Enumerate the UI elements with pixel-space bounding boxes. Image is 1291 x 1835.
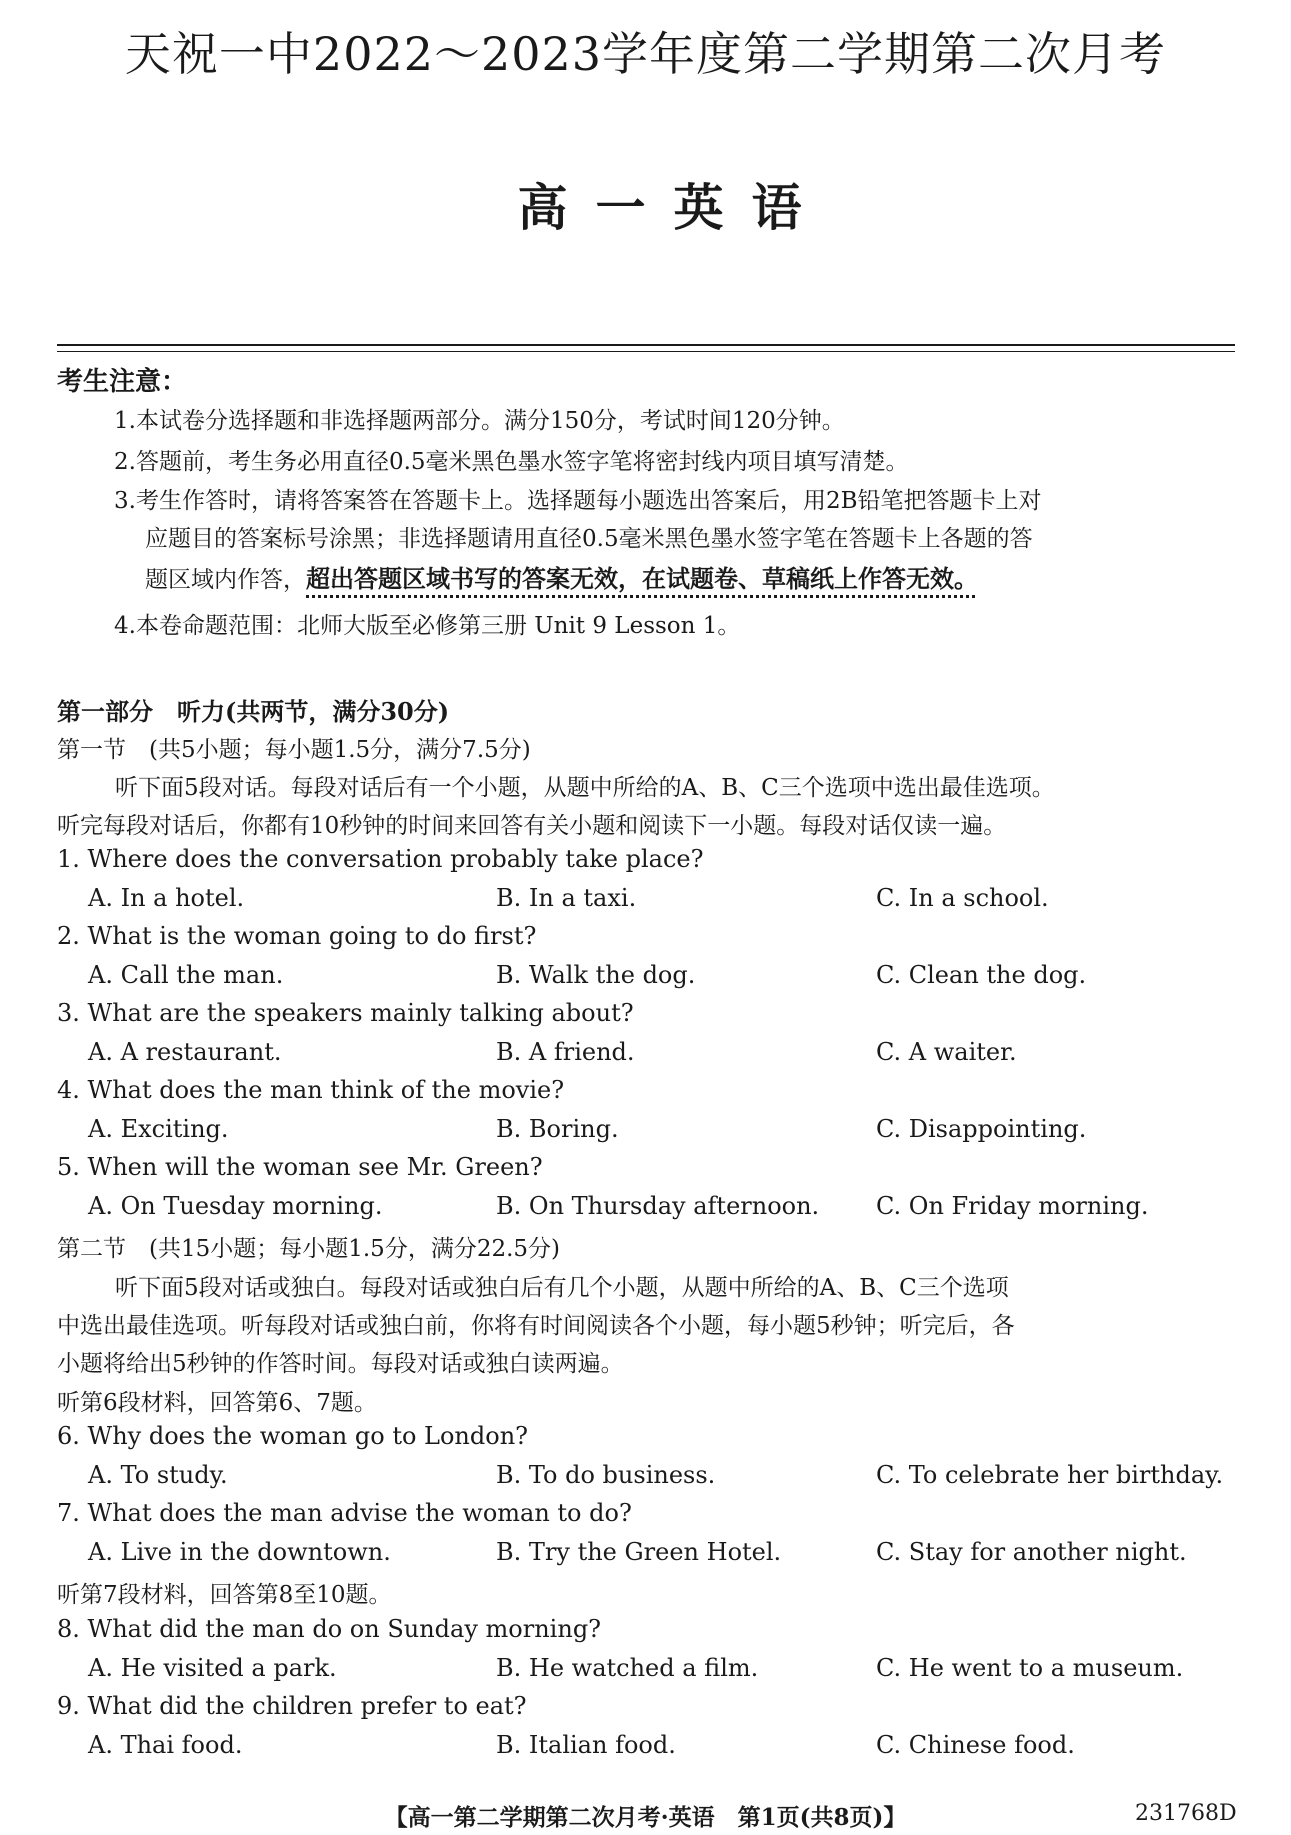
- question-1-option-b: B. In a taxi.: [496, 884, 637, 912]
- subject-title: 高一英语: [517, 178, 830, 237]
- page-footer: 【高一第二学期第二次月考·英语 第1页(共8页)】: [384, 1804, 907, 1831]
- paper-code: 231768D: [1135, 1801, 1237, 1826]
- section1-instruction-2: 听完每段对话后，你都有10秒钟的时间来回答有关小题和阅读下一小题。每段对话仅读一遍。: [57, 813, 1007, 839]
- notice-emphasis: 超出答题区域书写的答案无效，在试题卷、草稿纸上作答无效。: [306, 565, 978, 593]
- question-2-option-c: C. Clean the dog.: [876, 961, 1087, 989]
- question-3-option-a: A. A restaurant.: [88, 1038, 282, 1066]
- notice-item-3-tail: 题区域内作答，: [145, 567, 306, 593]
- section2-title: 第二节 (共15小题；每小题1.5分，满分22.5分): [57, 1236, 561, 1262]
- question-4-option-b: B. Boring.: [496, 1115, 619, 1143]
- question-6-option-a: A. To study.: [88, 1461, 228, 1489]
- question-2-option-a: A. Call the man.: [88, 961, 284, 989]
- question-3: 3. What are the speakers mainly talking about?: [57, 999, 634, 1027]
- question-5-option-b: B. On Thursday afternoon.: [496, 1192, 820, 1220]
- material-7-heading: 听第7段材料，回答第8至10题。: [57, 1582, 392, 1608]
- material-6-heading: 听第6段材料，回答第6、7题。: [57, 1390, 377, 1416]
- question-4-option-c: C. Disappointing.: [876, 1115, 1087, 1143]
- section1-instruction-1: 听下面5段对话。每段对话后有一个小题，从题中所给的A、B、C三个选项中选出最佳选项。: [115, 775, 1055, 801]
- section2-instruction-2: 中选出最佳选项。听每段对话或独白前，你将有时间阅读各个小题，每小题5秒钟；听完后，各: [57, 1313, 1015, 1339]
- question-7: 7. What does the man advise the woman to do?: [57, 1499, 632, 1527]
- question-4-option-a: A. Exciting.: [88, 1115, 229, 1143]
- notice-item-3: 3.考生作答时，请将答案答在答题卡上。选择题每小题选出答案后，用2B铅笔把答题卡上对: [114, 488, 1042, 514]
- notice-item-1: 1.本试卷分选择题和非选择题两部分。满分150分，考试时间120分钟。: [114, 408, 845, 434]
- question-5-option-c: C. On Friday morning.: [876, 1192, 1149, 1220]
- question-1: 1. Where does the conversation probably take place?: [57, 845, 704, 873]
- notice-title: 考生注意：: [57, 367, 188, 397]
- header-rule-thick: [57, 344, 1235, 346]
- question-8-option-c: C. He went to a museum.: [876, 1654, 1184, 1682]
- question-8: 8. What did the man do on Sunday morning?: [57, 1615, 602, 1643]
- question-3-option-c: C. A waiter.: [876, 1038, 1017, 1066]
- section2-instruction-3: 小题将给出5秒钟的作答时间。每段对话或独白读两遍。: [57, 1351, 624, 1377]
- question-9-option-c: C. Chinese food.: [876, 1731, 1075, 1759]
- exam-title: 天祝一中2022～2023学年度第二学期第二次月考: [124, 27, 1167, 81]
- question-7-option-a: A. Live in the downtown.: [88, 1538, 391, 1566]
- question-3-option-b: B. A friend.: [496, 1038, 635, 1066]
- header-rule-thin: [57, 351, 1235, 352]
- question-2: 2. What is the woman going to do first?: [57, 922, 537, 950]
- question-9-option-b: B. Italian food.: [496, 1731, 676, 1759]
- question-9: 9. What did the children prefer to eat?: [57, 1692, 527, 1720]
- notice-item-4: 4.本卷命题范围：北师大版至必修第三册 Unit 9 Lesson 1。: [114, 613, 741, 639]
- notice-item-3-end: [145, 559, 978, 594]
- question-5-option-a: A. On Tuesday morning.: [88, 1192, 383, 1220]
- notice-item-2: 2.答题前，考生务必用直径0.5毫米黑色墨水签字笔将密封线内项目填写清楚。: [114, 449, 909, 475]
- question-1-option-a: A. In a hotel.: [88, 884, 245, 912]
- question-6-option-c: C. To celebrate her birthday.: [876, 1461, 1224, 1489]
- question-2-option-b: B. Walk the dog.: [496, 961, 696, 989]
- section1-title: 第一节 (共5小题；每小题1.5分，满分7.5分): [57, 737, 531, 763]
- question-8-option-a: A. He visited a park.: [88, 1654, 337, 1682]
- question-9-option-a: A. Thai food.: [88, 1731, 243, 1759]
- notice-item-3-cont: 应题目的答案标号涂黑；非选择题请用直径0.5毫米黑色墨水签字笔在答题卡上各题的答: [145, 526, 1033, 552]
- section2-instruction-1: 听下面5段对话或独白。每段对话或独白后有几个小题，从题中所给的A、B、C三个选项: [115, 1275, 1009, 1301]
- question-1-option-c: C. In a school.: [876, 884, 1049, 912]
- question-6: 6. Why does the woman go to London?: [57, 1422, 529, 1450]
- question-8-option-b: B. He watched a film.: [496, 1654, 759, 1682]
- question-5: 5. When will the woman see Mr. Green?: [57, 1153, 543, 1181]
- part1-title: 第一部分 听力(共两节，满分30分): [57, 697, 450, 726]
- question-4: 4. What does the man think of the movie?: [57, 1076, 565, 1104]
- question-6-option-b: B. To do business.: [496, 1461, 716, 1489]
- question-7-option-c: C. Stay for another night.: [876, 1538, 1187, 1566]
- question-7-option-b: B. Try the Green Hotel.: [496, 1538, 782, 1566]
